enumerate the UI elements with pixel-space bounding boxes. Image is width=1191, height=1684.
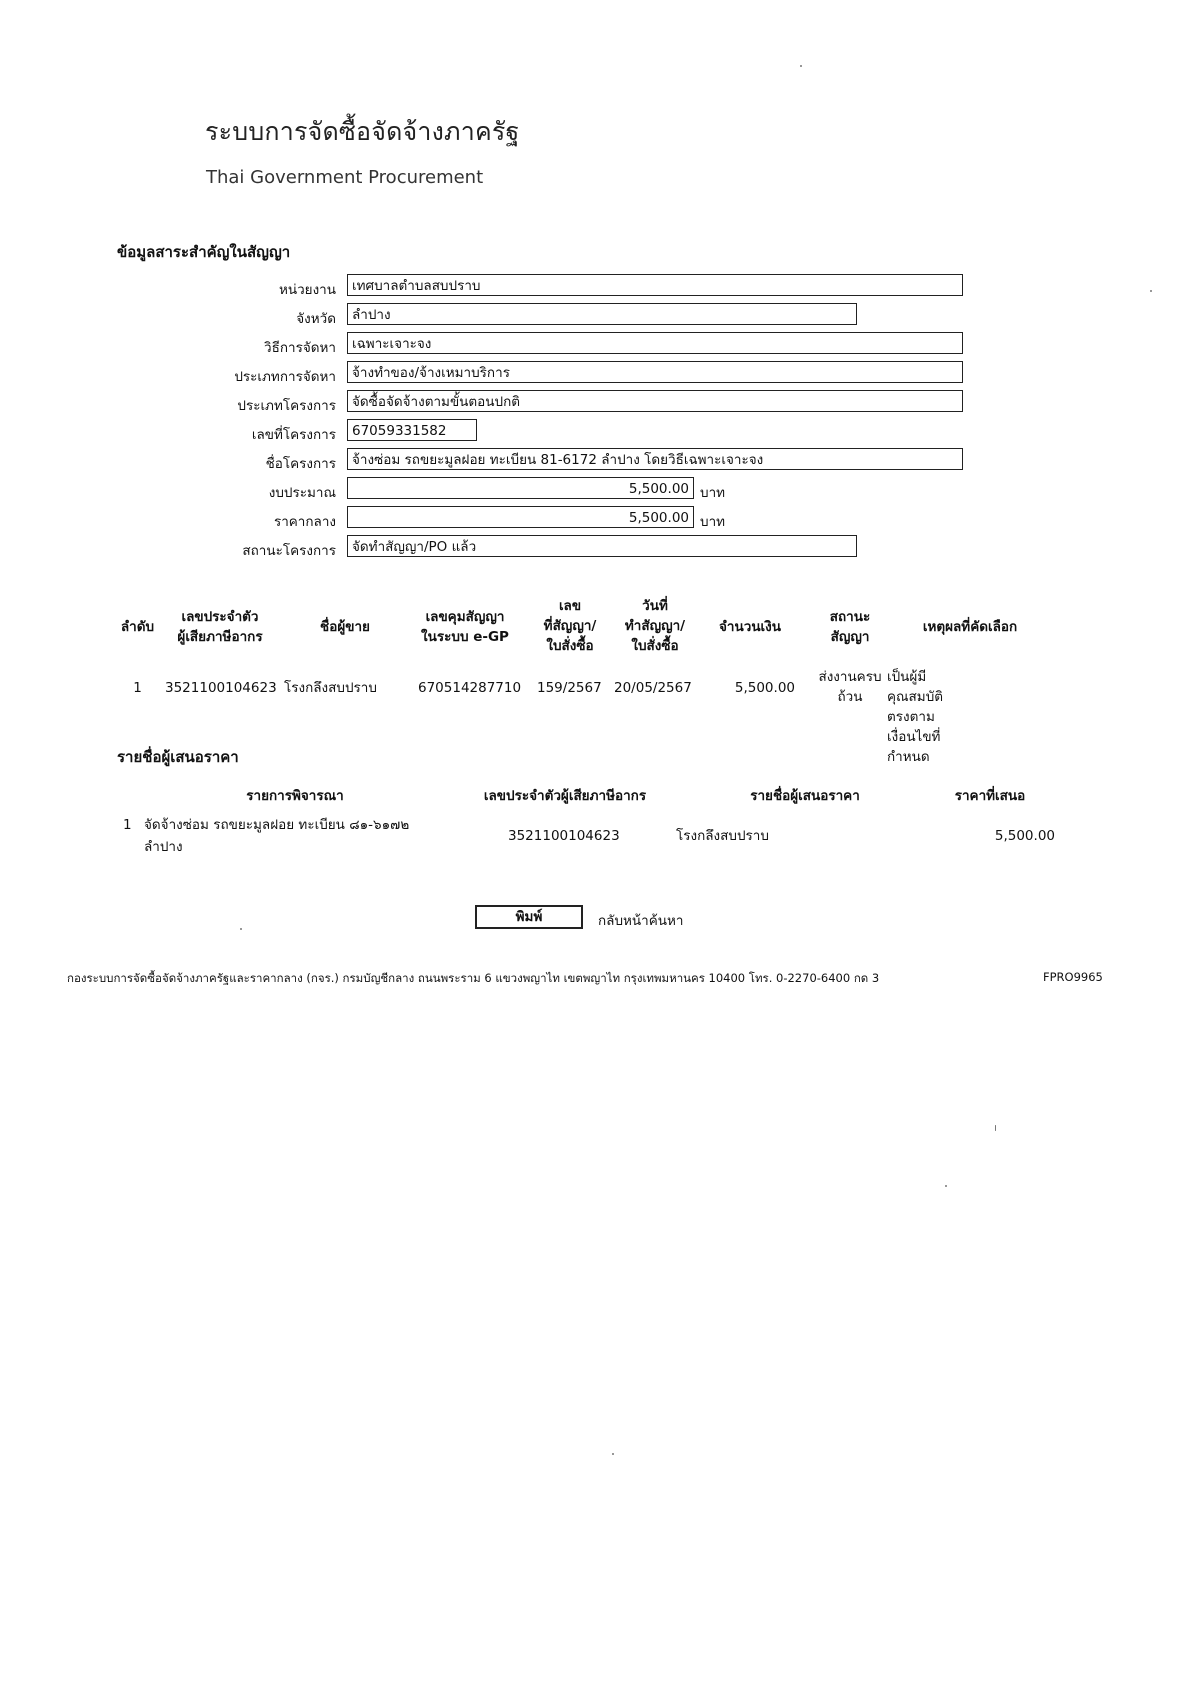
contract-row-amount: 5,500.00: [734, 680, 795, 696]
reference-price-unit: บาท: [700, 514, 726, 530]
field-label: ประเภทการจัดหา: [234, 369, 336, 385]
col-header-contract-date: วันที่ ทำสัญญา/ ใบสั่งซื้อ: [624, 598, 686, 654]
print-button[interactable]: พิมพ์: [475, 905, 583, 929]
field-label: งบประมาณ: [268, 485, 336, 501]
reference-price-value-box: 5,500.00: [347, 506, 694, 528]
bid-row-item-line2: ลำปาง: [144, 839, 183, 855]
bid-row-item-line1: จัดจ้างซ่อม รถขยะมูลฝอย ทะเบียน ๘๑-๖๑๗๒: [144, 817, 410, 833]
project-name-value-box: จ้างซ่อม รถขยะมูลฝอย ทะเบียน 81-6172 ลำปาง โดยวิธีเฉพาะเจาะจง: [347, 448, 963, 470]
contract-summary-heading: ข้อมูลสาระสำคัญในสัญญา: [117, 243, 291, 261]
bid-col-header-tax-id: เลขประจำตัวผู้เสียภาษีอากร: [483, 788, 647, 804]
field-label: จังหวัด: [296, 311, 336, 327]
bid-row-tax-id: 3521100104623: [508, 828, 620, 844]
budget-unit: บาท: [700, 485, 726, 501]
field-procurement-type: [117, 361, 977, 385]
bid-col-header-bidder: รายชื่อผู้เสนอราคา: [750, 788, 860, 804]
contract-row-contract-no: 159/2567: [537, 680, 602, 696]
scan-speck: [995, 1125, 996, 1131]
bid-col-header-price: ราคาที่เสนอ: [954, 788, 1026, 804]
field-project-type: [117, 390, 977, 414]
field-budget: [117, 477, 977, 501]
page-title: ระบบการจัดซื้อจัดจ้างภาครัฐ: [205, 117, 520, 146]
col-header-reason: เหตุผลที่คัดเลือก: [922, 619, 1018, 635]
field-project-number: [117, 419, 977, 443]
footer-address: กองระบบการจัดซื้อจัดจ้างภาครัฐและราคากลาง (กจร.) กรมบัญชีกลาง ถนนพระราม 6 แขวงพญาไท เขตพญาไท กรุงเทพมหานคร 10400 โทร. 0-2270-6400 กด 3: [67, 971, 880, 985]
footer-page-code: FPRO9965: [1043, 970, 1103, 984]
bid-row-price: 5,500.00: [994, 828, 1055, 844]
scan-speck: [612, 1453, 614, 1455]
col-header-no: ลำดับ: [120, 619, 155, 635]
field-agency: [117, 274, 977, 298]
scan-speck: [240, 928, 242, 930]
field-label: ประเภทโครงการ: [237, 398, 336, 414]
bidders-heading: รายชื่อผู้เสนอราคา: [117, 748, 239, 766]
field-label: เลขที่โครงการ: [251, 427, 336, 443]
budget-value-box: 5,500.00: [347, 477, 694, 499]
province-value-box: ลำปาง: [347, 303, 857, 325]
scan-speck: [800, 65, 802, 67]
procurement-type-value-box: จ้างทำของ/จ้างเหมาบริการ: [347, 361, 963, 383]
field-project-status: [117, 535, 977, 559]
project-number-value-box: 67059331582: [347, 419, 477, 441]
scan-speck: [945, 1185, 947, 1187]
field-label: สถานะโครงการ: [242, 543, 336, 559]
field-procurement-method: [117, 332, 977, 356]
project-status-value-box: จัดทำสัญญา/PO แล้ว: [347, 535, 857, 557]
col-header-seller: ชื่อผู้ขาย: [320, 619, 370, 635]
contract-row-egp-no: 670514287710: [418, 680, 522, 696]
col-header-contract-no: เลข ที่สัญญา/ ใบสั่งซื้อ: [543, 598, 597, 654]
field-province: [117, 303, 977, 327]
agency-value-box: เทศบาลตำบลสบปราบ: [347, 274, 963, 296]
col-header-status: สถานะ สัญญา: [829, 609, 871, 645]
col-header-tax-id: เลขประจำตัว ผู้เสียภาษีอากร: [177, 609, 263, 645]
field-project-name: [117, 448, 977, 472]
contract-row-no: 1: [133, 680, 142, 696]
contract-row-status: ส่งงานครบ ถ้วน: [818, 669, 882, 705]
project-type-value-box: จัดซื้อจัดจ้างตามขั้นตอนปกติ: [347, 390, 963, 412]
procurement-method-value-box: เฉพาะเจาะจง: [347, 332, 963, 354]
contract-row-reason: เป็นผู้มีคุณสมบัติตรงตาม เงื่อนไขที่กำหนด: [887, 669, 944, 765]
field-label: หน่วยงาน: [278, 282, 336, 298]
contract-row-contract-date: 20/05/2567: [614, 680, 692, 696]
bid-row-bidder: โรงกลึงสบปราบ: [676, 828, 769, 844]
field-label: ชื่อโครงการ: [265, 456, 336, 472]
bid-col-header-item: รายการพิจารณา: [246, 788, 344, 804]
scan-speck: [1150, 290, 1152, 292]
bid-row-no: 1: [123, 817, 132, 833]
contract-row-seller: โรงกลึงสบปราบ: [284, 680, 377, 696]
field-label: ราคากลาง: [273, 514, 336, 530]
field-reference-price: [117, 506, 977, 530]
contract-row-tax-id: 3521100104623: [165, 680, 277, 696]
col-header-amount: จำนวนเงิน: [719, 619, 781, 635]
page-subtitle: Thai Government Procurement: [206, 167, 484, 188]
back-to-search-link[interactable]: กลับหน้าค้นหา: [598, 913, 684, 929]
field-label: วิธีการจัดหา: [264, 340, 336, 356]
col-header-egp-no: เลขคุมสัญญา ในระบบ e-GP: [421, 609, 509, 645]
